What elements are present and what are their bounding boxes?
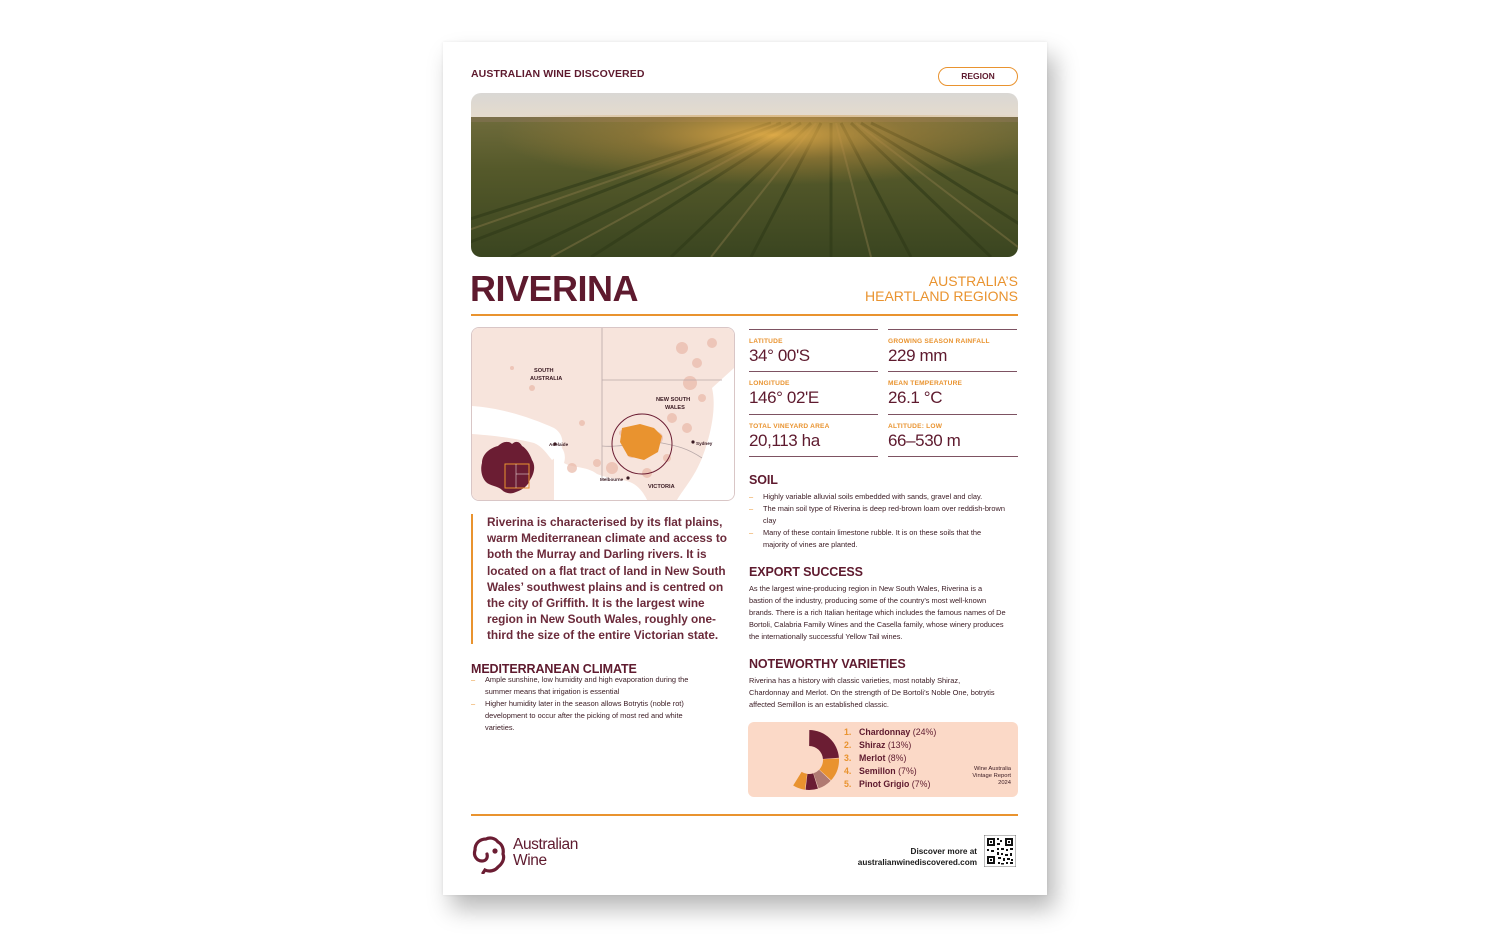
stat-label: ALTITUDE: LOW (888, 423, 943, 430)
region-badge: REGION (938, 67, 1018, 86)
climate-list (471, 674, 703, 734)
export-heading: EXPORT SUCCESS (749, 565, 863, 579)
stat-label: LATITUDE (749, 338, 783, 345)
stat-label: MEAN TEMPERATURE (888, 380, 963, 387)
variety-rank: 2. (844, 740, 852, 750)
brand-header: AUSTRALIAN WINE DISCOVERED (471, 68, 645, 80)
qr-code-icon (984, 835, 1016, 867)
region-subtitle (865, 274, 1018, 304)
varieties-box (748, 722, 1018, 797)
logo-line-2: Wine (513, 852, 547, 869)
list-item: – The main soil type of Riverina is deep red-brown loam over reddish-brown clay (749, 503, 1005, 527)
stat-rainfall (888, 329, 1017, 366)
variety-item-4 (844, 765, 936, 778)
stat-value: 229 mm (888, 346, 948, 365)
variety-name: Chardonnay (859, 727, 911, 737)
stat-value: 66–530 m (888, 431, 961, 450)
variety-rank: 1. (844, 727, 852, 737)
logo-text (513, 837, 578, 869)
variety-percent: (7%) (898, 766, 917, 776)
donut-segment-1 (809, 730, 839, 759)
list-item: – Higher humidity later in the season allows Botrytis (noble rot) development to occur after the picking of most red and white varieties. (471, 698, 703, 734)
variety-item-5 (844, 778, 936, 791)
list-item: – Ample sunshine, low humidity and high evaporation during the summer means that irrigation is essential (471, 674, 703, 698)
map-label-melbourne: Melbourne (600, 477, 624, 482)
variety-item-2 (844, 739, 936, 752)
australian-wine-logo-icon (469, 834, 507, 874)
vineyard-photo (471, 93, 1018, 257)
stat-value: 26.1 °C (888, 388, 943, 407)
region-title: RIVERINA (470, 268, 639, 309)
map-label-south-australia-2: AUSTRALIA (530, 376, 563, 382)
variety-percent: (13%) (887, 740, 912, 750)
stat-value: 146° 02'E (749, 388, 819, 407)
varieties-list (844, 726, 936, 791)
variety-rank: 5. (844, 779, 852, 789)
intro-paragraph: Riverina is characterised by its flat plains, warm Mediterranean climate and access to both the Murray and Darling rivers. It is located on a flat tract of land in New South Wales’ southwest plains and is centred on the city of Griffith. It is the largest wine region in New South Wales, roughly one-third the size of the entire Victorian state. (471, 514, 732, 644)
list-item: – Many of these contain limestone rubble. It is on these soils that the majority of vines are planted. (749, 527, 1005, 551)
stat-latitude (749, 329, 878, 366)
stat-value: 34° 00'S (749, 346, 810, 365)
source-line: 2024 (998, 780, 1011, 786)
varieties-source (972, 766, 1011, 787)
footer-divider (471, 814, 1018, 816)
donut-segments (793, 730, 839, 790)
variety-name: Shiraz (859, 740, 886, 750)
map-label-sydney: Sydney (696, 441, 713, 446)
soil-list (749, 491, 1005, 551)
stat-label: GROWING SEASON RAINFALL (888, 338, 990, 345)
source-line: Wine Australia (973, 766, 1011, 772)
source-line: Vintage Report (972, 773, 1011, 779)
variety-rank: 3. (844, 753, 852, 763)
fact-sheet-page (443, 42, 1047, 895)
stat-altitude (888, 414, 1017, 451)
variety-percent: (8%) (887, 753, 907, 763)
discover-label: Discover more at (910, 847, 977, 856)
discover-more (858, 846, 977, 868)
map-label-south-australia-1: SOUTH (534, 368, 554, 374)
title-divider (471, 314, 1018, 316)
map-label-nsw-1: NEW SOUTH (656, 397, 691, 403)
climate-heading: MEDITERRANEAN CLIMATE (471, 662, 637, 676)
discover-link[interactable]: australianwinediscovered.com (857, 858, 977, 867)
variety-percent: (24%) (912, 727, 937, 737)
stat-label: LONGITUDE (749, 380, 790, 387)
varieties-heading: NOTEWORTHY VARIETIES (749, 657, 906, 671)
stat-longitude (749, 371, 878, 408)
variety-name: Semillon (859, 766, 896, 776)
subtitle-line-2: HEARTLAND REGIONS (865, 288, 1018, 304)
stat-mean-temperature (888, 371, 1017, 408)
list-item: – Highly variable alluvial soils embedded with sands, gravel and clay. (749, 491, 1005, 503)
stat-bottom-rule (749, 456, 878, 457)
map-label-victoria: VICTORIA (648, 484, 675, 490)
variety-item-1 (844, 726, 936, 739)
donut-segment-5 (793, 772, 807, 790)
variety-name: Merlot (859, 753, 886, 763)
region-map (471, 327, 735, 501)
stat-value: 20,113 ha (749, 431, 820, 450)
logo-line-1: Australian (513, 836, 578, 853)
map-label-nsw-2: WALES (665, 405, 685, 411)
map-label-adelaide: Adelaide (549, 442, 569, 447)
stat-vineyard-area (749, 414, 878, 451)
qr-code[interactable] (984, 835, 1016, 872)
variety-item-3 (844, 752, 936, 765)
australian-wine-logo (469, 834, 578, 879)
soil-heading: SOIL (749, 473, 778, 487)
stat-label: TOTAL VINEYARD AREA (749, 423, 830, 430)
stat-bottom-rule (888, 456, 1018, 457)
varieties-donut-chart (773, 728, 845, 792)
subtitle-line-1: AUSTRALIA’S (928, 273, 1018, 289)
variety-rank: 4. (844, 766, 852, 776)
export-text: As the largest wine-producing region in New South Wales, Riverina is a bastion of the industry, producing some of the country’s most well-known brands. There is a rich Italian heritage which includes the famous names of De Bortoli, Calabria Family Wines and the Casella family, whose winery produces the internationally successful Yellow Tail wines. (749, 584, 1006, 641)
variety-percent: (7%) (911, 779, 931, 789)
varieties-text: Riverina has a history with classic varieties, most notably Shiraz, Chardonnay and Merlot. On the strength of De Bortoli’s Noble One, botrytis affected Semillon is an established classic. (749, 676, 995, 709)
variety-name: Pinot Grigio (859, 779, 910, 789)
